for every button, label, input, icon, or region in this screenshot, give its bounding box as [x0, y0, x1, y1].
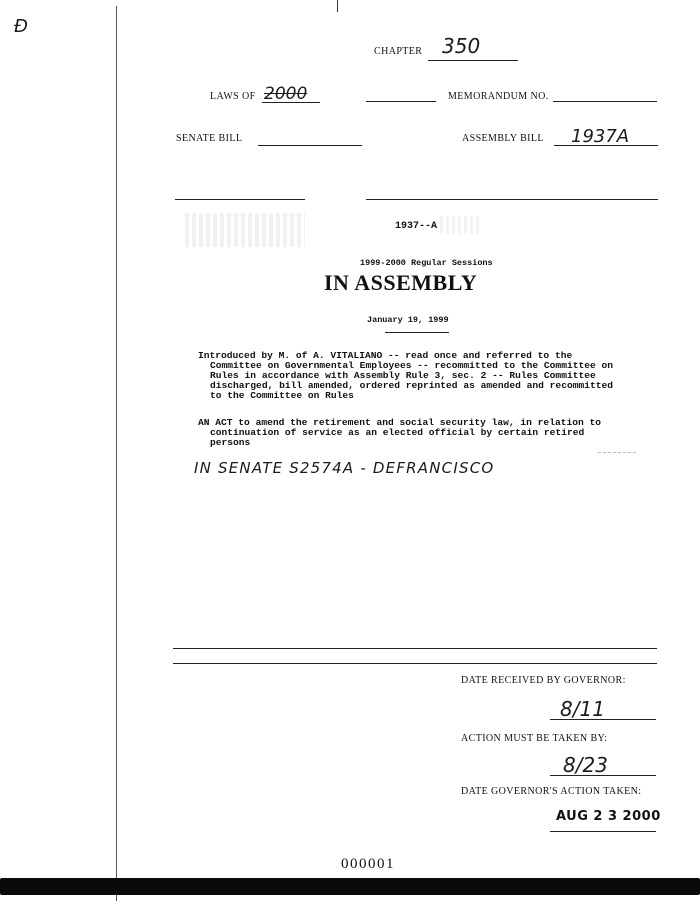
action-taken-underline — [550, 831, 656, 832]
separator-line-1 — [175, 199, 305, 200]
memorandum-left-underline — [366, 101, 436, 102]
date-received-underline — [550, 719, 656, 720]
faint-dash-mark — [598, 452, 636, 454]
date-received-value: 8/11 — [560, 697, 605, 721]
introduced-line-3: Rules in accordance with Assembly Rule 3, sec. 2 -- Rules Committee — [210, 370, 596, 381]
action-must-underline — [550, 775, 656, 776]
act-paragraph — [198, 418, 638, 448]
session-text: 1999-2000 Regular Sessions — [360, 258, 493, 268]
introduced-line-4: discharged, bill amended, ordered reprinted as amended and recommitted — [210, 380, 614, 391]
act-line-3: persons — [210, 437, 251, 448]
assembly-bill-label: ASSEMBLY BILL — [462, 133, 544, 144]
act-line-1: AN ACT to amend the retirement and social security law, in relation to — [198, 417, 602, 428]
action-must-label: ACTION MUST BE TAKEN BY: — [461, 733, 608, 744]
introduced-line-1: Introduced by M. of A. VITALIANO -- read once and referred to the — [198, 350, 573, 361]
chapter-label: CHAPTER — [374, 46, 423, 57]
action-taken-stamp: AUG 2 3 2000 — [556, 809, 661, 824]
introduced-line-5: to the Committee on Rules — [210, 390, 354, 401]
top-tick-mark — [337, 0, 338, 12]
memorandum-label: MEMORANDUM NO. — [448, 91, 549, 102]
house-title: IN ASSEMBLY — [324, 270, 478, 295]
introduced-line-2: Committee on Governmental Employees -- recommitted to the Committee on — [210, 360, 614, 371]
bottom-separator-2 — [173, 663, 657, 664]
assembly-bill-value: 1937A — [571, 126, 630, 147]
faint-bleed-text — [185, 213, 305, 247]
laws-of-value: 2000 — [264, 84, 308, 104]
memorandum-underline — [553, 101, 657, 102]
date-underline — [385, 332, 449, 333]
laws-of-label: LAWS OF — [210, 91, 256, 102]
date-received-label: DATE RECEIVED BY GOVERNOR: — [461, 675, 626, 686]
assembly-bill-underline — [554, 145, 658, 146]
laws-of-underline — [262, 102, 320, 103]
introduced-paragraph — [198, 351, 638, 401]
faint-bleed-text-2 — [440, 216, 480, 234]
bottom-separator-1 — [173, 648, 657, 649]
senate-bill-underline — [258, 145, 362, 146]
separator-line-2 — [366, 199, 658, 200]
chapter-value: 350 — [442, 34, 481, 58]
page-number: 000001 — [341, 856, 395, 872]
bill-date: January 19, 1999 — [367, 315, 449, 325]
act-line-2: continuation of service as an elected official by certain retired — [210, 427, 585, 438]
senate-note: IN SENATE S2574A - DEFRANCISCO — [194, 459, 495, 477]
corner-mark: Đ — [14, 16, 28, 37]
action-taken-label: DATE GOVERNOR'S ACTION TAKEN: — [461, 786, 642, 797]
chapter-underline — [428, 60, 518, 61]
scan-edge-band — [0, 878, 700, 895]
left-binding-line — [116, 6, 117, 901]
action-must-value: 8/23 — [563, 753, 608, 777]
senate-bill-label: SENATE BILL — [176, 133, 243, 144]
bill-number: 1937--A — [395, 221, 438, 232]
